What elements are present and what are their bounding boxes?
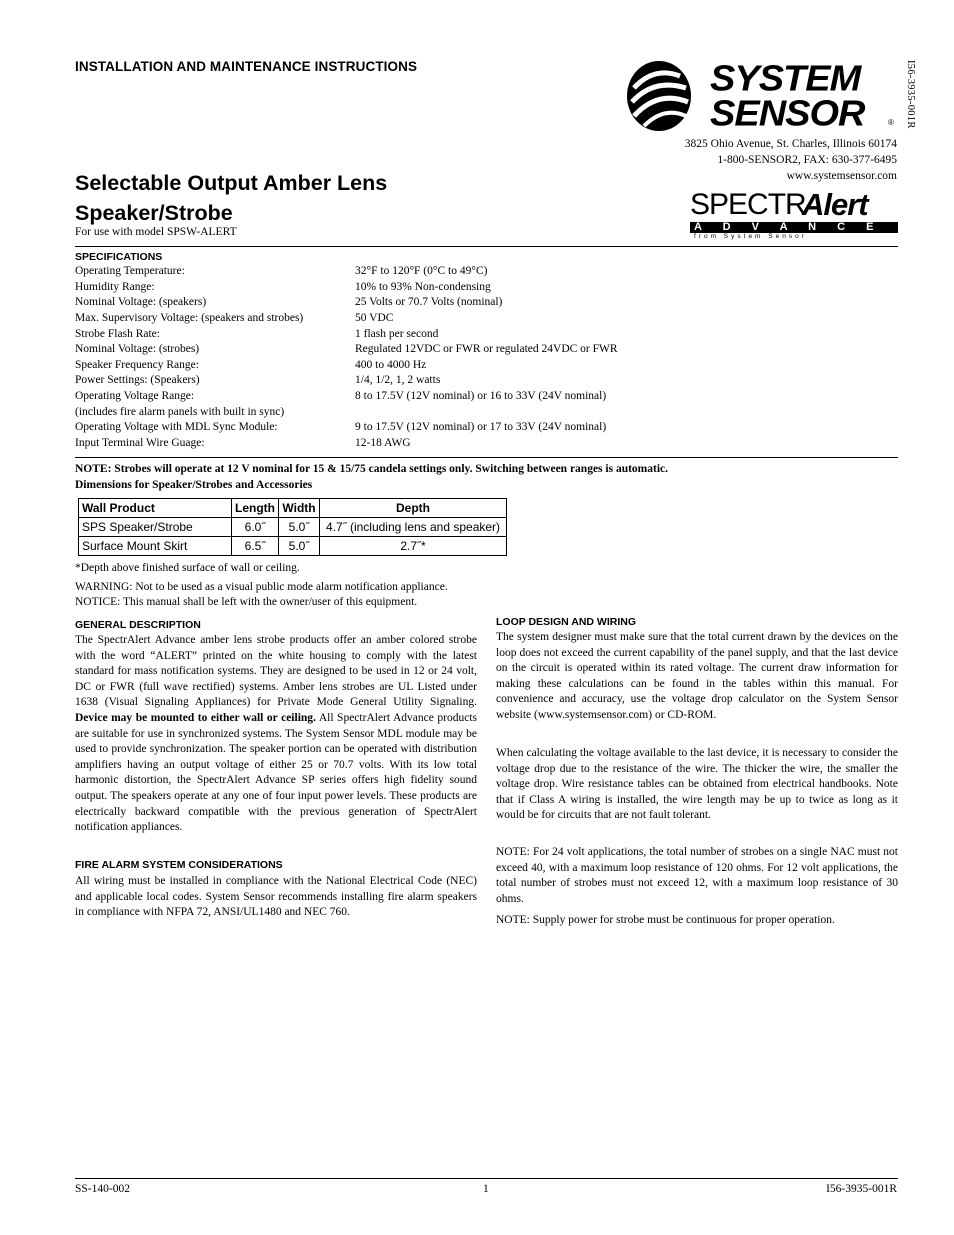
page-number: 1 (483, 1183, 489, 1195)
table-cell: 2.7˝* (320, 537, 507, 556)
table-cell: 5.0˝ (279, 537, 320, 556)
table-cell: 5.0˝ (279, 518, 320, 537)
spec-row (75, 421, 898, 437)
model-subtitle: For use with model SPSW-ALERT (75, 226, 237, 238)
spec-value: 1/4, 1/2, 1, 2 watts (355, 374, 441, 386)
title-line-2: Speaker/Strobe (75, 201, 233, 225)
side-document-code: I56-3935-001R (905, 60, 916, 129)
table-row (79, 518, 507, 537)
spec-label: Operating Temperature: (75, 265, 185, 277)
document-type-heading: INSTALLATION AND MAINTENANCE INSTRUCTIONS (75, 59, 418, 74)
specifications-heading: SPECIFICATIONS (75, 251, 163, 263)
spec-label: Operating Voltage Range: (75, 390, 195, 402)
footer-divider (75, 1178, 898, 1179)
spec-row (75, 437, 898, 453)
footer-left-code: SS-140-002 (75, 1183, 130, 1195)
brand-system: SYSTEM (710, 59, 861, 99)
loop-paragraph-2: When calculating the voltage available to the last device, it is necessary to consider the voltage drop due to the resistance of the wire. The thicker the wire, the smaller the voltage drop. Wire resistance tables can be obtained from electrical handbooks. Note that if Class A wiring is installed, the wire length may be up to twice as long as it would be for circuits that are not fault tolerant. (496, 747, 898, 822)
table-cell: 4.7˝ (including lens and speaker) (320, 518, 507, 537)
spec-label: Operating Voltage with MDL Sync Module: (75, 421, 278, 433)
spec-label: Speaker Frequency Range: (75, 359, 199, 371)
loop-paragraph-4: NOTE: Supply power for strobe must be continuous for proper operation. (496, 914, 835, 926)
system-sensor-logo (624, 58, 894, 138)
sensor-swirl-icon (624, 58, 694, 134)
spectra-word: SPECTR (690, 188, 806, 221)
spec-value: 400 to 4000 Hz (355, 359, 427, 371)
address-street: 3825 Ohio Avenue, St. Charles, Illinois 60174 (684, 138, 897, 150)
divider-specs (75, 457, 898, 458)
spec-value: 50 VDC (355, 312, 394, 324)
column-header: Width (279, 499, 320, 518)
brand-sensor: SENSOR (710, 94, 865, 134)
table-cell: 6.5˝ (232, 537, 279, 556)
spec-label: Input Terminal Wire Guage: (75, 437, 205, 449)
spec-label: Humidity Range: (75, 281, 155, 293)
spec-value: 9 to 17.5V (12V nominal) or 17 to 33V (24V nominal) (355, 421, 607, 433)
footer-right-code: I56-3935-001R (826, 1183, 897, 1195)
table-cell: 6.0˝ (232, 518, 279, 537)
spectralert-logo (690, 188, 898, 242)
spec-row (75, 374, 898, 390)
spec-value: Regulated 12VDC or FWR or regulated 24VDC or FWR (355, 343, 618, 355)
table-row (79, 537, 507, 556)
column-header: Depth (320, 499, 507, 518)
spec-row (75, 296, 898, 312)
spec-row (75, 359, 898, 375)
spec-label: Strobe Flash Rate: (75, 328, 160, 340)
loop-design-heading: LOOP DESIGN AND WIRING (496, 616, 637, 628)
spec-value: 10% to 93% Non-condensing (355, 281, 491, 293)
depth-footnote: *Depth above finished surface of wall or ceiling. (75, 562, 300, 574)
spec-value: 32°F to 120°F (0°C to 49°C) (355, 265, 488, 277)
notice-text: NOTICE: This manual shall be left with the owner/user of this equipment. (75, 596, 418, 608)
advance-text: A D V A N C E (694, 221, 883, 233)
table-cell: SPS Speaker/Strobe (79, 518, 232, 537)
spec-row (75, 328, 898, 344)
divider-top (75, 246, 898, 247)
spec-label: Nominal Voltage: (strobes) (75, 343, 200, 355)
fire-alarm-heading: FIRE ALARM SYSTEM CONSIDERATIONS (75, 859, 283, 871)
table-header-row (79, 499, 507, 518)
advance-bar (690, 222, 898, 233)
spec-row (75, 265, 898, 281)
title-line-1: Selectable Output Amber Lens (75, 171, 388, 195)
table-cell: Surface Mount Skirt (79, 537, 232, 556)
address-phone: 1-800-SENSOR2, FAX: 630-377-6495 (717, 154, 897, 166)
address-website: www.systemsensor.com (786, 170, 897, 182)
mounting-note: Device may be mounted to either wall or ceiling. (75, 711, 316, 724)
spec-value: 8 to 17.5V (12V nominal) or 16 to 33V (24V nominal) (355, 390, 607, 402)
spec-value: 12-18 AWG (355, 437, 411, 449)
alert-word: Alert (802, 187, 868, 222)
dimensions-heading: Dimensions for Speaker/Strobes and Accessories (75, 479, 313, 491)
loop-paragraph-3: NOTE: For 24 volt applications, the total number of strobes on a single NAC must not exceed 40, with a maximum loop resistance of 120 ohms. For 12 volt applications, the total number of strobes must not exceed 12, with a maximum loop resistance of 30 ohms. (496, 846, 898, 905)
spec-label: Max. Supervisory Voltage: (speakers and strobes) (75, 312, 304, 324)
registered-mark: ® (888, 118, 894, 127)
spec-row (75, 390, 898, 406)
general-description-text (75, 633, 477, 836)
general-text-a: The SpectrAlert Advance amber lens strobe products offer an amber colored strobe with the word “ALERT” printed on the white housing to comply with the latest standard for mass notification systems. They are designed to be used in 12 or 24 volt, DC or FWR (full wave rectified) systems. Amber lens strobes are UL Listed under 1638 (Visual Signaling Appliances) for Private Mode General Utility Signaling. (75, 634, 477, 709)
column-header: Length (232, 499, 279, 518)
general-text-b: All SpectrAlert Advance products are suitable for use in synchronized systems. The System Sensor MDL module may be used to provide synchronization. The speaker portion can be operated with distribution amplifiers having an output voltage of either 25 or 70.7 volts. With its low total harmonic distortion, the SpectrAlert Advance SP series offers high fidelity sound output. The speakers operate at any one of four input power levels. These products are electrically backward compatible with the previous generation of SpectrAlert notification appliances. (75, 711, 477, 834)
loop-paragraph-1: The system designer must make sure that the total current drawn by the devices on the loop does not exceed the current capability of the panel supply, and that the last device on the circuit is operated within its rated voltage. The current draw information for making these calculations can be found in the tables within this manual. For convenience and accuracy, use the voltage drop calculator on the System Sensor website (www.systemsensor.com) or CD-ROM. (496, 631, 898, 721)
spec-label: Power Settings: (Speakers) (75, 374, 200, 386)
spec-label: (includes fire alarm panels with built in sync) (75, 406, 285, 418)
page-title (75, 168, 387, 228)
spec-row (75, 281, 898, 297)
general-description-heading: GENERAL DESCRIPTION (75, 619, 201, 631)
warning-text: WARNING: Not to be used as a visual public mode alarm notification appliance. (75, 581, 448, 593)
spec-row (75, 406, 898, 422)
strobe-range-note: NOTE: Strobes will operate at 12 V nominal for 15 & 15/75 candela settings only. Switching between ranges is automatic. (75, 463, 668, 475)
spec-row (75, 312, 898, 328)
spec-value: 25 Volts or 70.7 Volts (nominal) (355, 296, 503, 308)
fire-alarm-text: All wiring must be installed in compliance with the National Electrical Code (NEC) and applicable local codes. System Sensor recommends installing fire alarm speakers in compliance with NFPA 72, ANSI/UL1480 and NEC 760. (75, 875, 477, 919)
spec-row (75, 343, 898, 359)
spec-value: 1 flash per second (355, 328, 439, 340)
from-system-sensor-text: from System Sensor (694, 233, 807, 240)
dimensions-table (78, 498, 507, 556)
column-header: Wall Product (79, 499, 232, 518)
spec-label: Nominal Voltage: (speakers) (75, 296, 207, 308)
company-address (685, 136, 897, 184)
